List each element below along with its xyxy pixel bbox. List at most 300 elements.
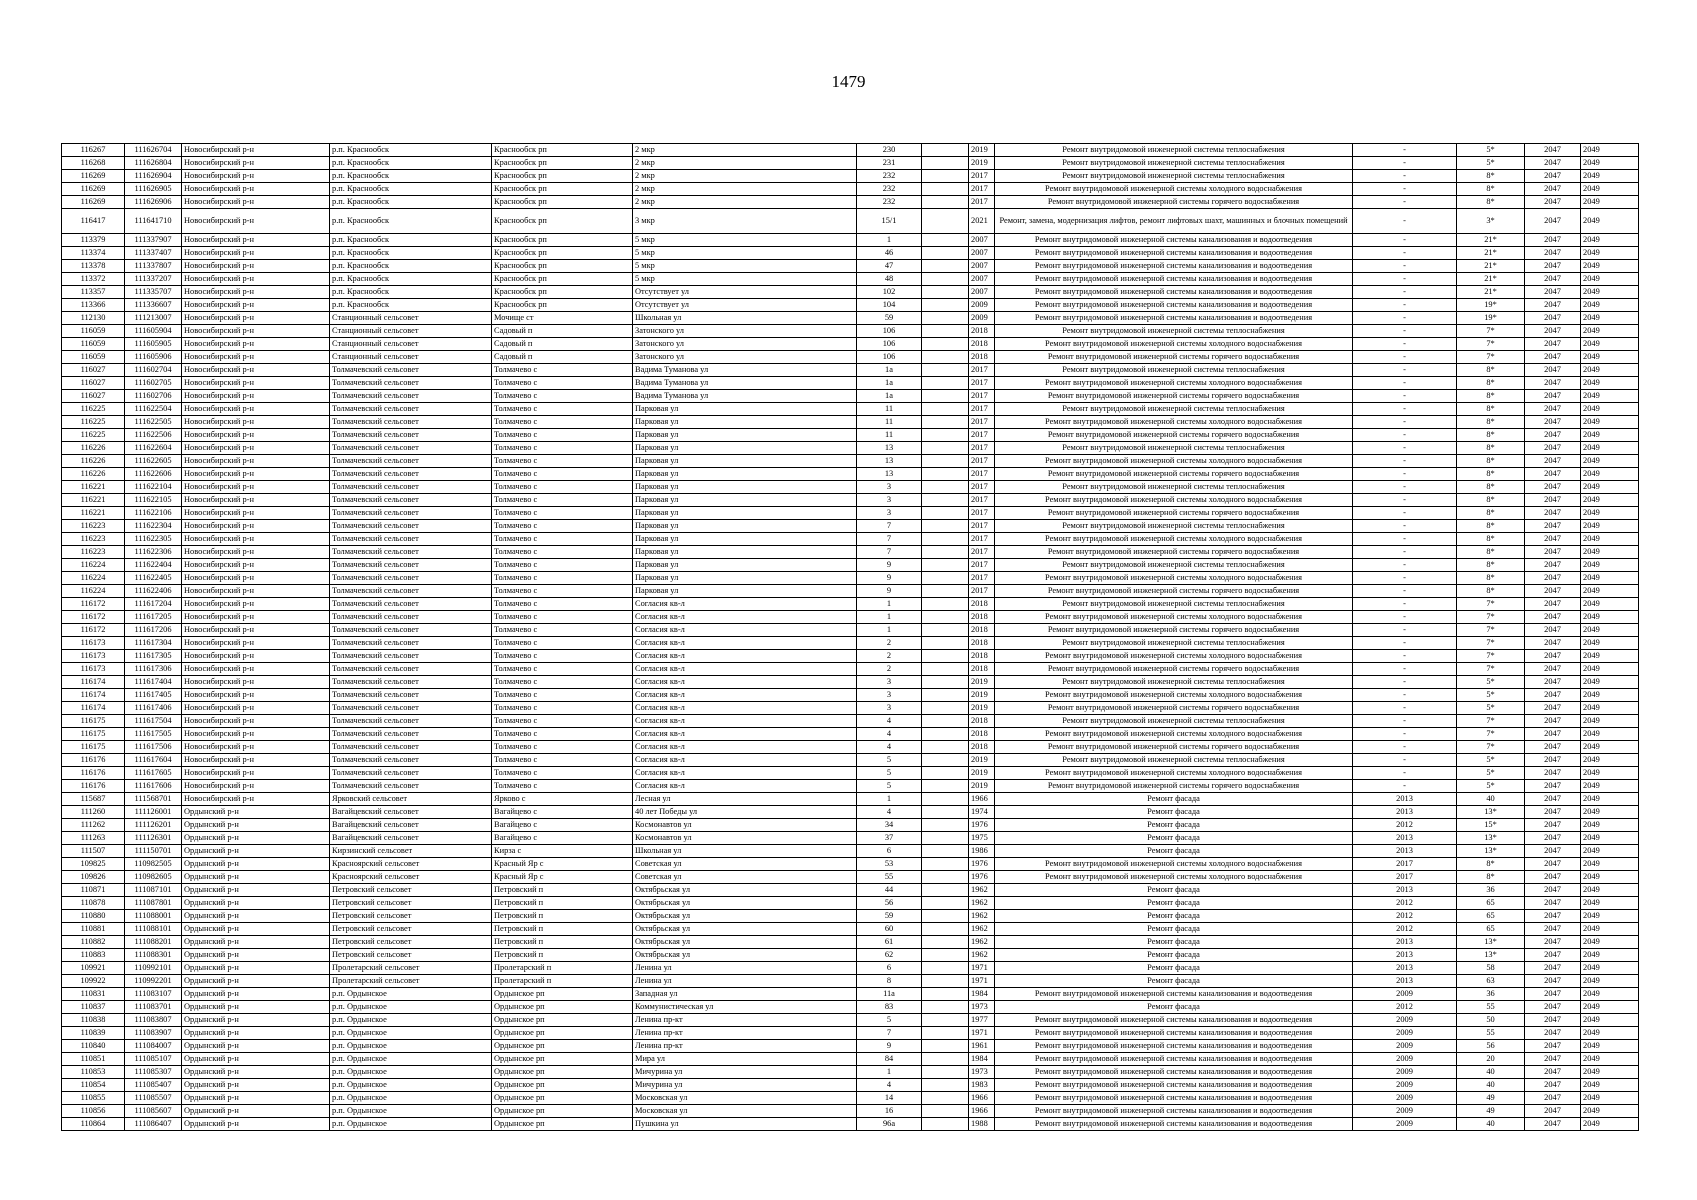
street-cell: 5 мкр — [633, 260, 857, 273]
last-repair-year-cell: 2017 — [1353, 871, 1457, 884]
table-row — [62, 247, 1639, 260]
district-cell: Новосибирский р-н — [182, 585, 330, 598]
work-type-cell: Ремонт внутридомовой инженерной системы горячего водоснабжения — [995, 546, 1353, 559]
building-cell — [922, 1079, 969, 1092]
settlement-cell: р.п. Краснообск — [330, 234, 492, 247]
settlement-cell: Толмачевский сельсовет — [330, 780, 492, 793]
record-id-cell: 111088101 — [125, 923, 182, 936]
value-cell: 19* — [1457, 299, 1525, 312]
settlement-cell: Петровский сельсовет — [330, 897, 492, 910]
record-id-cell: 111626904 — [125, 170, 182, 183]
locality-cell: Толмачево с — [492, 754, 633, 767]
work-type-cell: Ремонт внутридомовой инженерной системы горячего водоснабжения — [995, 741, 1353, 754]
building-cell — [922, 1001, 969, 1014]
value-cell: 5* — [1457, 780, 1525, 793]
street-cell: Согласия кв-л — [633, 676, 857, 689]
house-number-cell: 56 — [857, 897, 922, 910]
planned-year-cell: 1966 — [969, 1092, 995, 1105]
work-type-cell: Ремонт внутридомовой инженерной системы канализования и водоотведения — [995, 1092, 1353, 1105]
work-type-cell: Ремонт внутридомовой инженерной системы канализования и водоотведения — [995, 260, 1353, 273]
district-cell: Новосибирский р-н — [182, 572, 330, 585]
end-year-cell: 2049 — [1581, 988, 1639, 1001]
work-type-cell: Ремонт внутридомовой инженерной системы холодного водоснабжения — [995, 494, 1353, 507]
house-number-cell: 5 — [857, 754, 922, 767]
settlement-cell: Ярковский сельсовет — [330, 793, 492, 806]
planned-year-cell: 2017 — [969, 455, 995, 468]
last-repair-year-cell: - — [1353, 455, 1457, 468]
locality-cell: Краснообск рп — [492, 209, 633, 234]
table-row — [62, 442, 1639, 455]
work-type-cell: Ремонт внутридомовой инженерной системы горячего водоснабжения — [995, 702, 1353, 715]
settlement-cell: р.п. Краснообск — [330, 299, 492, 312]
last-repair-year-cell: - — [1353, 468, 1457, 481]
last-repair-year-cell: - — [1353, 624, 1457, 637]
street-cell: 2 мкр — [633, 196, 857, 209]
end-year-cell: 2049 — [1581, 962, 1639, 975]
building-cell — [922, 676, 969, 689]
end-year-cell: 2049 — [1581, 312, 1639, 325]
house-id-cell: 111263 — [62, 832, 125, 845]
value-cell: 8* — [1457, 183, 1525, 196]
house-number-cell: 5 — [857, 1014, 922, 1027]
planned-year-cell: 1977 — [969, 1014, 995, 1027]
table-row — [62, 767, 1639, 780]
house-number-cell: 1а — [857, 364, 922, 377]
table-row — [62, 637, 1639, 650]
locality-cell: Толмачево с — [492, 702, 633, 715]
locality-cell: Краснообск рп — [492, 299, 633, 312]
start-year-cell: 2047 — [1525, 702, 1581, 715]
locality-cell: Толмачево с — [492, 468, 633, 481]
house-id-cell: 116268 — [62, 157, 125, 170]
record-id-cell: 111617206 — [125, 624, 182, 637]
work-type-cell: Ремонт внутридомовой инженерной системы горячего водоснабжения — [995, 390, 1353, 403]
record-id-cell: 111622104 — [125, 481, 182, 494]
record-id-cell: 111617405 — [125, 689, 182, 702]
record-id-cell: 111085507 — [125, 1092, 182, 1105]
value-cell: 8* — [1457, 390, 1525, 403]
street-cell: Отсутствует ул — [633, 299, 857, 312]
start-year-cell: 2047 — [1525, 1079, 1581, 1092]
house-number-cell: 1 — [857, 598, 922, 611]
planned-year-cell: 2017 — [969, 403, 995, 416]
building-cell — [922, 897, 969, 910]
district-cell: Новосибирский р-н — [182, 183, 330, 196]
house-id-cell: 113366 — [62, 299, 125, 312]
last-repair-year-cell: - — [1353, 144, 1457, 157]
locality-cell: Краснообск рп — [492, 170, 633, 183]
table-row — [62, 754, 1639, 767]
house-id-cell: 115687 — [62, 793, 125, 806]
planned-year-cell: 1984 — [969, 988, 995, 1001]
record-id-cell: 111087801 — [125, 897, 182, 910]
settlement-cell: Красноярский сельсовет — [330, 871, 492, 884]
street-cell: 2 мкр — [633, 183, 857, 196]
planned-year-cell: 2007 — [969, 286, 995, 299]
end-year-cell: 2049 — [1581, 715, 1639, 728]
last-repair-year-cell: - — [1353, 507, 1457, 520]
record-id-cell: 111335707 — [125, 286, 182, 299]
value-cell: 55 — [1457, 1027, 1525, 1040]
last-repair-year-cell: - — [1353, 260, 1457, 273]
locality-cell: Ордынское рп — [492, 1027, 633, 1040]
value-cell: 20 — [1457, 1053, 1525, 1066]
settlement-cell: р.п. Ордынское — [330, 988, 492, 1001]
last-repair-year-cell: 2012 — [1353, 1001, 1457, 1014]
value-cell: 3* — [1457, 209, 1525, 234]
locality-cell: Толмачево с — [492, 481, 633, 494]
last-repair-year-cell: - — [1353, 312, 1457, 325]
district-cell: Ордынский р-н — [182, 1040, 330, 1053]
table-row — [62, 676, 1639, 689]
house-id-cell: 116173 — [62, 663, 125, 676]
house-number-cell: 48 — [857, 273, 922, 286]
record-id-cell: 111622504 — [125, 403, 182, 416]
settlement-cell: Толмачевский сельсовет — [330, 624, 492, 637]
settlement-cell: Толмачевский сельсовет — [330, 455, 492, 468]
last-repair-year-cell: 2009 — [1353, 1092, 1457, 1105]
table-row — [62, 1040, 1639, 1053]
house-id-cell: 116223 — [62, 546, 125, 559]
start-year-cell: 2047 — [1525, 689, 1581, 702]
settlement-cell: Вагайцевский сельсовет — [330, 806, 492, 819]
table-row — [62, 1118, 1639, 1131]
record-id-cell: 111622105 — [125, 494, 182, 507]
start-year-cell: 2047 — [1525, 936, 1581, 949]
street-cell: Согласия кв-л — [633, 637, 857, 650]
locality-cell: Вагайцево с — [492, 806, 633, 819]
house-number-cell: 11а — [857, 988, 922, 1001]
locality-cell: Толмачево с — [492, 650, 633, 663]
value-cell: 8* — [1457, 429, 1525, 442]
settlement-cell: Толмачевский сельсовет — [330, 507, 492, 520]
last-repair-year-cell: - — [1353, 364, 1457, 377]
end-year-cell: 2049 — [1581, 1066, 1639, 1079]
start-year-cell: 2047 — [1525, 196, 1581, 209]
building-cell — [922, 377, 969, 390]
value-cell: 65 — [1457, 910, 1525, 923]
record-id-cell: 111617604 — [125, 754, 182, 767]
work-type-cell: Ремонт фасада — [995, 832, 1353, 845]
work-type-cell: Ремонт внутридомовой инженерной системы канализования и водоотведения — [995, 286, 1353, 299]
settlement-cell: Толмачевский сельсовет — [330, 559, 492, 572]
work-type-cell: Ремонт внутридомовой инженерной системы теплоснабжения — [995, 598, 1353, 611]
record-id-cell: 111605904 — [125, 325, 182, 338]
house-number-cell: 13 — [857, 455, 922, 468]
work-type-cell: Ремонт внутридомовой инженерной системы холодного водоснабжения — [995, 572, 1353, 585]
house-id-cell: 116225 — [62, 429, 125, 442]
house-number-cell: 13 — [857, 442, 922, 455]
building-cell — [922, 234, 969, 247]
district-cell: Новосибирский р-н — [182, 650, 330, 663]
last-repair-year-cell: - — [1353, 598, 1457, 611]
work-type-cell: Ремонт внутридомовой инженерной системы холодного водоснабжения — [995, 338, 1353, 351]
last-repair-year-cell: 2009 — [1353, 1014, 1457, 1027]
locality-cell: Толмачево с — [492, 429, 633, 442]
planned-year-cell: 2017 — [969, 507, 995, 520]
end-year-cell: 2049 — [1581, 780, 1639, 793]
value-cell: 8* — [1457, 572, 1525, 585]
work-type-cell: Ремонт фасада — [995, 1001, 1353, 1014]
settlement-cell: Толмачевский сельсовет — [330, 533, 492, 546]
locality-cell: Пролетарский п — [492, 962, 633, 975]
locality-cell: Толмачево с — [492, 455, 633, 468]
table-row — [62, 533, 1639, 546]
district-cell: Новосибирский р-н — [182, 286, 330, 299]
house-id-cell: 111507 — [62, 845, 125, 858]
house-number-cell: 2 — [857, 637, 922, 650]
value-cell: 7* — [1457, 624, 1525, 637]
house-id-cell: 116172 — [62, 624, 125, 637]
building-cell — [922, 455, 969, 468]
end-year-cell: 2049 — [1581, 455, 1639, 468]
last-repair-year-cell: 2012 — [1353, 819, 1457, 832]
work-type-cell: Ремонт внутридомовой инженерной системы холодного водоснабжения — [995, 767, 1353, 780]
street-cell: Парковая ул — [633, 546, 857, 559]
record-id-cell: 111602706 — [125, 390, 182, 403]
house-number-cell: 14 — [857, 1092, 922, 1105]
district-cell: Ордынский р-н — [182, 884, 330, 897]
street-cell: Вадима Туманова ул — [633, 377, 857, 390]
table-row — [62, 663, 1639, 676]
planned-year-cell: 2017 — [969, 546, 995, 559]
house-id-cell: 116176 — [62, 754, 125, 767]
end-year-cell: 2049 — [1581, 936, 1639, 949]
district-cell: Ордынский р-н — [182, 1118, 330, 1131]
house-number-cell: 3 — [857, 507, 922, 520]
district-cell: Новосибирский р-н — [182, 637, 330, 650]
work-type-cell: Ремонт фасада — [995, 923, 1353, 936]
locality-cell: Ордынское рп — [492, 1001, 633, 1014]
house-id-cell: 110855 — [62, 1092, 125, 1105]
house-id-cell: 116176 — [62, 767, 125, 780]
street-cell: Согласия кв-л — [633, 624, 857, 637]
end-year-cell: 2049 — [1581, 949, 1639, 962]
record-id-cell: 111085407 — [125, 1079, 182, 1092]
district-cell: Новосибирский р-н — [182, 299, 330, 312]
house-id-cell: 116267 — [62, 144, 125, 157]
start-year-cell: 2047 — [1525, 1092, 1581, 1105]
settlement-cell: Толмачевский сельсовет — [330, 650, 492, 663]
street-cell: Парковая ул — [633, 494, 857, 507]
record-id-cell: 111605906 — [125, 351, 182, 364]
last-repair-year-cell: 2013 — [1353, 884, 1457, 897]
house-number-cell: 55 — [857, 871, 922, 884]
value-cell: 8* — [1457, 507, 1525, 520]
value-cell: 5* — [1457, 676, 1525, 689]
work-type-cell: Ремонт внутридомовой инженерной системы горячего водоснабжения — [995, 663, 1353, 676]
value-cell: 56 — [1457, 1040, 1525, 1053]
street-cell: 40 лет Победы ул — [633, 806, 857, 819]
district-cell: Новосибирский р-н — [182, 663, 330, 676]
start-year-cell: 2047 — [1525, 585, 1581, 598]
last-repair-year-cell: - — [1353, 611, 1457, 624]
building-cell — [922, 754, 969, 767]
end-year-cell: 2049 — [1581, 273, 1639, 286]
street-cell: Ленина пр-кт — [633, 1040, 857, 1053]
value-cell: 7* — [1457, 338, 1525, 351]
planned-year-cell: 1976 — [969, 858, 995, 871]
start-year-cell: 2047 — [1525, 1001, 1581, 1014]
street-cell: Согласия кв-л — [633, 663, 857, 676]
house-id-cell: 116059 — [62, 338, 125, 351]
planned-year-cell: 2018 — [969, 338, 995, 351]
table-row — [62, 286, 1639, 299]
table-row — [62, 624, 1639, 637]
planned-year-cell: 1962 — [969, 923, 995, 936]
house-number-cell: 4 — [857, 728, 922, 741]
value-cell: 8* — [1457, 364, 1525, 377]
record-id-cell: 111622404 — [125, 559, 182, 572]
record-id-cell: 111088201 — [125, 936, 182, 949]
house-number-cell: 59 — [857, 312, 922, 325]
record-id-cell: 111337907 — [125, 234, 182, 247]
settlement-cell: р.п. Краснообск — [330, 286, 492, 299]
table-row — [62, 585, 1639, 598]
settlement-cell: Толмачевский сельсовет — [330, 676, 492, 689]
record-id-cell: 111617406 — [125, 702, 182, 715]
settlement-cell: Станционный сельсовет — [330, 351, 492, 364]
house-id-cell: 112130 — [62, 312, 125, 325]
end-year-cell: 2049 — [1581, 663, 1639, 676]
table-row — [62, 806, 1639, 819]
end-year-cell: 2049 — [1581, 767, 1639, 780]
building-cell — [922, 351, 969, 364]
building-cell — [922, 507, 969, 520]
table-row — [62, 364, 1639, 377]
value-cell: 8* — [1457, 533, 1525, 546]
end-year-cell: 2049 — [1581, 754, 1639, 767]
house-id-cell: 110839 — [62, 1027, 125, 1040]
district-cell: Новосибирский р-н — [182, 728, 330, 741]
building-cell — [922, 663, 969, 676]
house-number-cell: 44 — [857, 884, 922, 897]
end-year-cell: 2049 — [1581, 676, 1639, 689]
house-number-cell: 6 — [857, 845, 922, 858]
district-cell: Новосибирский р-н — [182, 390, 330, 403]
start-year-cell: 2047 — [1525, 312, 1581, 325]
work-type-cell: Ремонт, замена, модернизация лифтов, ремонт лифтовых шахт, машинных и блочных помещений — [995, 209, 1353, 234]
work-type-cell: Ремонт внутридомовой инженерной системы канализования и водоотведения — [995, 1118, 1353, 1131]
district-cell: Ордынский р-н — [182, 871, 330, 884]
settlement-cell: Толмачевский сельсовет — [330, 741, 492, 754]
planned-year-cell: 2019 — [969, 767, 995, 780]
end-year-cell: 2049 — [1581, 260, 1639, 273]
end-year-cell: 2049 — [1581, 157, 1639, 170]
district-cell: Ордынский р-н — [182, 897, 330, 910]
table-row — [62, 260, 1639, 273]
house-number-cell: 53 — [857, 858, 922, 871]
start-year-cell: 2047 — [1525, 845, 1581, 858]
end-year-cell: 2049 — [1581, 637, 1639, 650]
start-year-cell: 2047 — [1525, 234, 1581, 247]
settlement-cell: Станционный сельсовет — [330, 338, 492, 351]
table-row — [62, 468, 1639, 481]
work-type-cell: Ремонт внутридомовой инженерной системы канализования и водоотведения — [995, 1079, 1353, 1092]
district-cell: Ордынский р-н — [182, 949, 330, 962]
planned-year-cell: 2017 — [969, 559, 995, 572]
planned-year-cell: 2021 — [969, 209, 995, 234]
locality-cell: Ярково с — [492, 793, 633, 806]
end-year-cell: 2049 — [1581, 507, 1639, 520]
work-type-cell: Ремонт внутридомовой инженерной системы теплоснабжения — [995, 637, 1353, 650]
house-number-cell: 46 — [857, 247, 922, 260]
end-year-cell: 2049 — [1581, 910, 1639, 923]
table-row — [62, 481, 1639, 494]
record-id-cell: 111622406 — [125, 585, 182, 598]
locality-cell: Петровский п — [492, 910, 633, 923]
locality-cell: Толмачево с — [492, 728, 633, 741]
value-cell: 5* — [1457, 767, 1525, 780]
street-cell: Отсутствует ул — [633, 286, 857, 299]
locality-cell: Толмачево с — [492, 364, 633, 377]
record-id-cell: 110992201 — [125, 975, 182, 988]
last-repair-year-cell: - — [1353, 377, 1457, 390]
house-id-cell: 116059 — [62, 325, 125, 338]
planned-year-cell: 2019 — [969, 702, 995, 715]
district-cell: Ордынский р-н — [182, 923, 330, 936]
district-cell: Новосибирский р-н — [182, 507, 330, 520]
table-row — [62, 183, 1639, 196]
end-year-cell: 2049 — [1581, 559, 1639, 572]
work-type-cell: Ремонт фасада — [995, 910, 1353, 923]
settlement-cell: Толмачевский сельсовет — [330, 429, 492, 442]
start-year-cell: 2047 — [1525, 533, 1581, 546]
district-cell: Ордынский р-н — [182, 1092, 330, 1105]
end-year-cell: 2049 — [1581, 1040, 1639, 1053]
settlement-cell: Толмачевский сельсовет — [330, 663, 492, 676]
locality-cell: Краснообск рп — [492, 234, 633, 247]
locality-cell: Петровский п — [492, 949, 633, 962]
table-row — [62, 715, 1639, 728]
end-year-cell: 2049 — [1581, 1118, 1639, 1131]
table-row — [62, 520, 1639, 533]
settlement-cell: Толмачевский сельсовет — [330, 546, 492, 559]
table-row — [62, 949, 1639, 962]
building-cell — [922, 494, 969, 507]
planned-year-cell: 1976 — [969, 871, 995, 884]
last-repair-year-cell: 2009 — [1353, 1079, 1457, 1092]
planned-year-cell: 1962 — [969, 884, 995, 897]
house-id-cell: 111262 — [62, 819, 125, 832]
work-type-cell: Ремонт внутридомовой инженерной системы канализования и водоотведения — [995, 247, 1353, 260]
work-type-cell: Ремонт внутридомовой инженерной системы холодного водоснабжения — [995, 533, 1353, 546]
value-cell: 21* — [1457, 273, 1525, 286]
value-cell: 8* — [1457, 546, 1525, 559]
planned-year-cell: 1974 — [969, 806, 995, 819]
value-cell: 7* — [1457, 325, 1525, 338]
locality-cell: Краснообск рп — [492, 183, 633, 196]
work-type-cell: Ремонт фасада — [995, 806, 1353, 819]
street-cell: Советская ул — [633, 871, 857, 884]
table-row — [62, 988, 1639, 1001]
last-repair-year-cell: - — [1353, 689, 1457, 702]
record-id-cell: 111337207 — [125, 273, 182, 286]
work-type-cell: Ремонт внутридомовой инженерной системы холодного водоснабжения — [995, 416, 1353, 429]
record-id-cell: 111617305 — [125, 650, 182, 663]
locality-cell: Толмачево с — [492, 611, 633, 624]
locality-cell: Краснообск рп — [492, 286, 633, 299]
house-number-cell: 106 — [857, 325, 922, 338]
work-type-cell: Ремонт внутридомовой инженерной системы канализования и водоотведения — [995, 234, 1353, 247]
table-row — [62, 780, 1639, 793]
street-cell: Согласия кв-л — [633, 689, 857, 702]
settlement-cell: Толмачевский сельсовет — [330, 494, 492, 507]
end-year-cell: 2049 — [1581, 468, 1639, 481]
house-id-cell: 109922 — [62, 975, 125, 988]
last-repair-year-cell: - — [1353, 585, 1457, 598]
planned-year-cell: 2017 — [969, 390, 995, 403]
